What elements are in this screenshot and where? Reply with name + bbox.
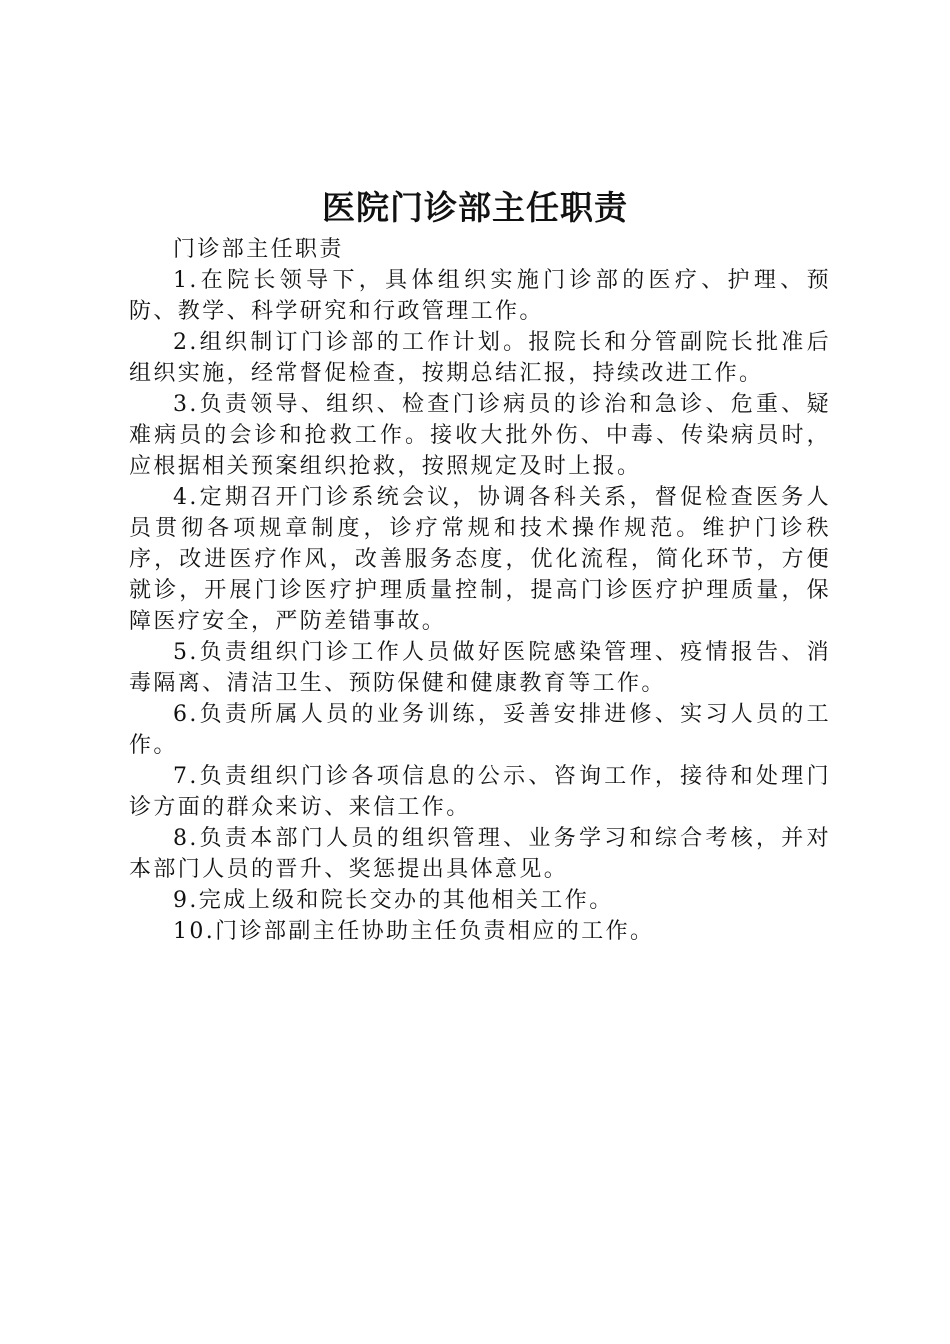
duty-item-5: 5.负责组织门诊工作人员做好医院感染管理、疫情报告、消毒隔离、清洁卫生、预防保健和健康教育等工作。: [129, 640, 831, 696]
document-body: [129, 234, 831, 947]
duty-item-2: 2.组织制订门诊部的工作计划。报院长和分管副院长批准后组织实施，经常督促检查，按期总结汇报，持续改进工作。: [129, 330, 831, 386]
duty-item-10: 10.门诊部副主任协助主任负责相应的工作。: [173, 919, 655, 944]
duty-item-1: 1.在院长领导下，具体组织实施门诊部的医疗、护理、预防、教学、科学研究和行政管理工作。: [129, 268, 831, 324]
section-heading: 门诊部主任职责: [173, 237, 344, 262]
duty-item-4: 4.定期召开门诊系统会议，协调各科关系，督促检查医务人员贯彻各项规章制度，诊疗常规和技术操作规范。维护门诊秩序，改进医疗作风，改善服务态度，优化流程，简化环节，方便就诊，开展门诊医疗护理质量控制，提高门诊医疗护理质量，保障医疗安全，严防差错事故。: [129, 485, 831, 634]
duty-item-9: 9.完成上级和院长交办的其他相关工作。: [173, 888, 614, 913]
duty-item-3: 3.负责领导、组织、检查门诊病员的诊治和急诊、危重、疑难病员的会诊和抢救工作。接收大批外伤、中毒、传染病员时，应根据相关预案组织抢救，按照规定及时上报。: [129, 392, 831, 479]
duty-item-7: 7.负责组织门诊各项信息的公示、咨询工作，接待和处理门诊方面的群众来访、来信工作。: [129, 764, 831, 820]
duty-item-6: 6.负责所属人员的业务训练，妥善安排进修、实习人员的工作。: [129, 702, 831, 758]
document-title: 医院门诊部主任职责: [322, 188, 628, 227]
duty-item-8: 8.负责本部门人员的组织管理、业务学习和综合考核，并对本部门人员的晋升、奖惩提出具体意见。: [129, 826, 831, 882]
